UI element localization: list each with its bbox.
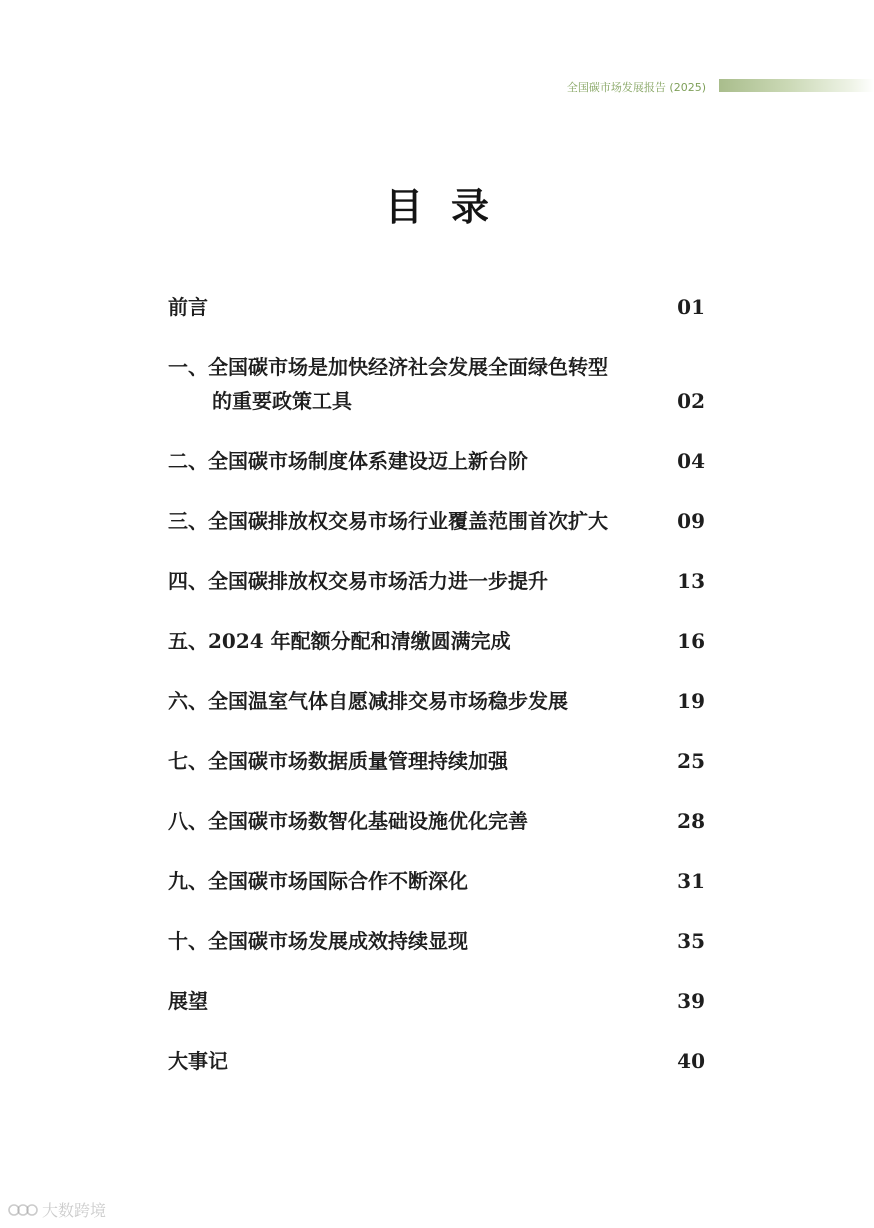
toc-entry[interactable] <box>168 624 705 658</box>
toc-entry[interactable] <box>168 924 705 958</box>
watermark-text: 大数跨境 <box>42 1201 107 1220</box>
toc-entry-page-number: 02 <box>677 389 705 413</box>
toc-entry-title: 十、全国碳市场发展成效持续显现 <box>168 929 468 953</box>
toc-entry[interactable] <box>168 864 705 898</box>
toc-entry-title: 一、全国碳市场是加快经济社会发展全面绿色转型 <box>168 355 608 379</box>
toc-entry[interactable] <box>168 744 705 778</box>
toc-entry-label <box>168 1044 228 1078</box>
toc-entry-title-continued: 的重要政策工具 <box>212 389 352 413</box>
toc-entry-title: 八、全国碳市场数智化基础设施优化完善 <box>168 809 528 833</box>
toc-entry-page-number: 01 <box>677 295 705 319</box>
toc-entry-page-number: 25 <box>677 749 705 773</box>
header-accent-bar <box>719 79 874 92</box>
running-header-title: 全国碳市场发展报告 (2025) <box>566 81 706 94</box>
toc-entry-page-number: 39 <box>677 989 705 1013</box>
toc-entry-title: 前言 <box>168 295 208 319</box>
toc-entry[interactable] <box>168 684 705 718</box>
toc-entry-page-number: 16 <box>677 629 705 653</box>
toc-entry[interactable] <box>168 984 705 1018</box>
toc-entry-label <box>168 864 468 898</box>
toc-entry-label <box>168 444 528 478</box>
toc-entry[interactable] <box>168 504 705 538</box>
toc-entry-label <box>168 564 548 598</box>
toc-entry-label <box>168 804 528 838</box>
toc-entry-label <box>168 350 608 418</box>
toc-entry[interactable] <box>168 290 705 324</box>
toc-entry-label <box>168 984 208 1018</box>
toc-entry-label <box>168 504 608 538</box>
watermark-logo-icon <box>8 1201 38 1219</box>
toc-entry-page-number: 04 <box>677 449 705 473</box>
toc-entry-label <box>168 924 468 958</box>
toc-entry[interactable] <box>168 350 705 418</box>
toc-entry-title: 展望 <box>168 989 208 1013</box>
toc-entry-page-number: 13 <box>677 569 705 593</box>
toc-entry-title: 五、2024 年配额分配和清缴圆满完成 <box>168 629 511 653</box>
toc-entry-label <box>168 684 568 718</box>
toc-entry-page-number: 40 <box>677 1049 705 1073</box>
toc-entry-label <box>168 744 508 778</box>
toc-entry-title: 三、全国碳排放权交易市场行业覆盖范围首次扩大 <box>168 509 608 533</box>
toc-entry-title: 七、全国碳市场数据质量管理持续加强 <box>168 749 508 773</box>
toc-entry-label <box>168 290 208 324</box>
toc-entry-page-number: 35 <box>677 929 705 953</box>
toc-entry[interactable] <box>168 564 705 598</box>
toc-entry[interactable] <box>168 444 705 478</box>
toc-entry-page-number: 09 <box>677 509 705 533</box>
toc-entry-label <box>168 624 511 658</box>
page-title: 目录 <box>384 184 517 229</box>
toc-entry[interactable] <box>168 1044 705 1078</box>
toc-entry-title: 六、全国温室气体自愿减排交易市场稳步发展 <box>168 689 568 713</box>
toc-entry-page-number: 28 <box>677 809 705 833</box>
watermark <box>8 1198 106 1221</box>
toc-entry-title: 二、全国碳市场制度体系建设迈上新台阶 <box>168 449 528 473</box>
toc-entry-title: 大事记 <box>168 1049 228 1073</box>
toc-entry-page-number: 31 <box>677 869 705 893</box>
toc-entry-title: 四、全国碳排放权交易市场活力进一步提升 <box>168 569 548 593</box>
toc-entry[interactable] <box>168 804 705 838</box>
toc-entry-page-number: 19 <box>677 689 705 713</box>
toc-entry-title: 九、全国碳市场国际合作不断深化 <box>168 869 468 893</box>
